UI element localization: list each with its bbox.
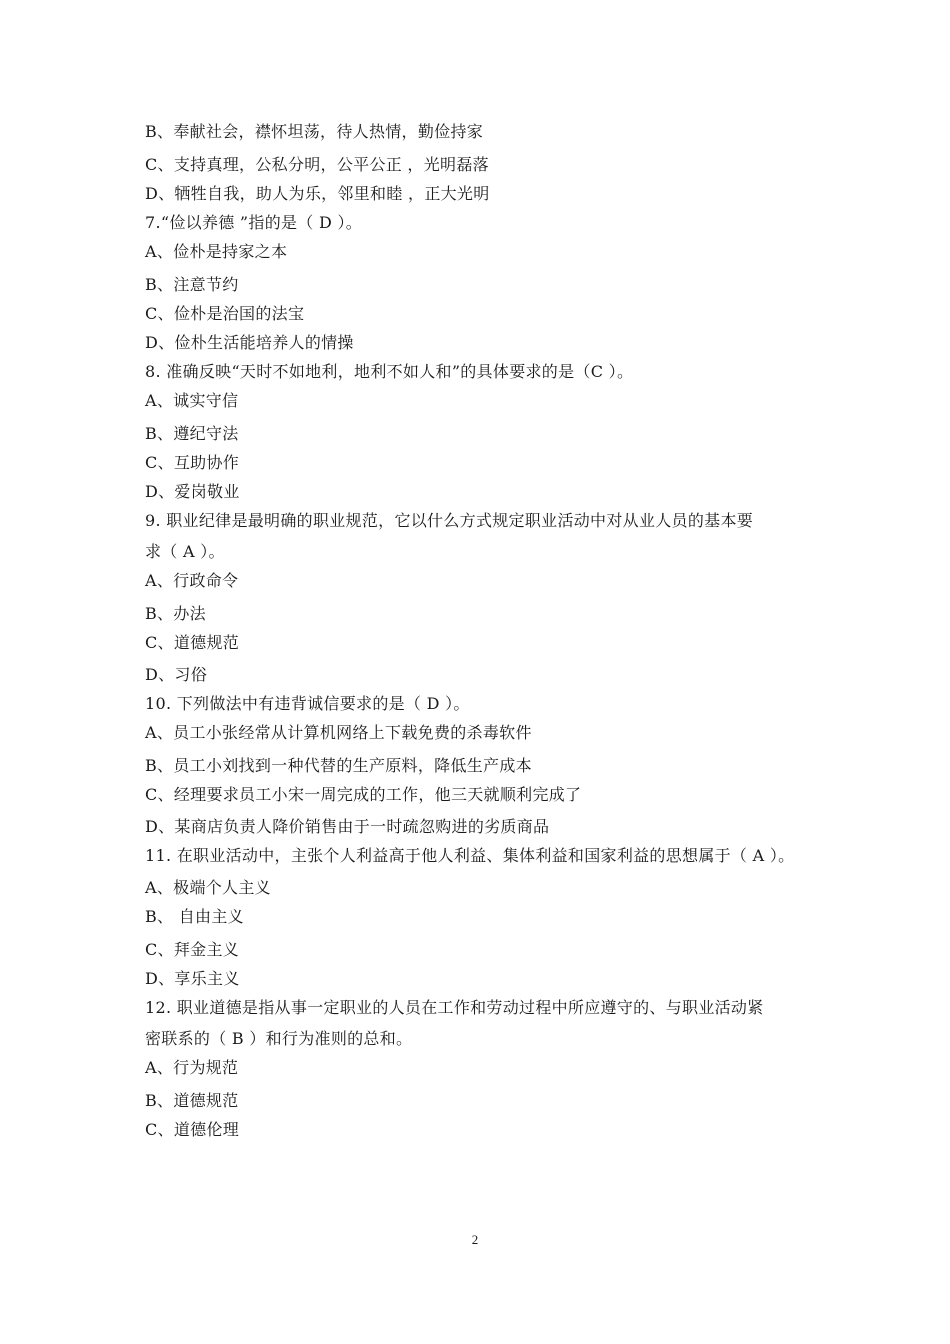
option-8c: C、互助协作 — [145, 453, 240, 472]
option-8d: D、爱岗敬业 — [145, 482, 240, 501]
option-10a: A、员工小张经常从计算机网络上下载免费的杀毒软件 — [145, 723, 532, 742]
question-9-line2: 求（ A ）。 — [145, 542, 225, 561]
question-11: 11. 在职业活动中，主张个人利益高于他人利益、集体利益和国家利益的思想属于（ A ）。 — [145, 846, 795, 865]
option-11a: A、极端个人主义 — [145, 878, 271, 897]
option-12a: A、行为规范 — [145, 1058, 239, 1077]
option-12b: B、道德规范 — [145, 1091, 239, 1110]
option-10b: B、员工小刘找到一种代替的生产原料，降低生产成本 — [145, 756, 532, 775]
option-10d: D、某商店负责人降价销售由于一时疏忽购进的劣质商品 — [145, 817, 550, 836]
option-7d: D、俭朴生活能培养人的情操 — [145, 333, 354, 352]
option-6c: C、支持真理，公私分明，公平公正 ，光明磊落 — [145, 155, 489, 174]
option-9b: B、办法 — [145, 604, 206, 623]
option-10c: C、经理要求员工小宋一周完成的工作，他三天就顺利完成了 — [145, 785, 582, 804]
option-6d: D、牺牲自我，助人为乐，邻里和睦 ，正大光明 — [145, 184, 490, 203]
option-8b: B、遵纪守法 — [145, 424, 239, 443]
question-12-line1: 12. 职业道德是指从事一定职业的人员在工作和劳动过程中所应遵守的、与职业活动紧 — [145, 998, 764, 1017]
option-9c: C、道德规范 — [145, 633, 240, 652]
option-11d: D、享乐主义 — [145, 969, 240, 988]
question-9-line1: 9. 职业纪律是最明确的职业规范，它以什么方式规定职业活动中对从业人员的基本要 — [145, 511, 754, 530]
option-7a: A、俭朴是持家之本 — [145, 242, 288, 261]
question-12-line2: 密联系的（ B ）和行为准则的总和。 — [145, 1029, 413, 1048]
option-11c: C、拜金主义 — [145, 940, 240, 959]
option-9d: D、习俗 — [145, 665, 208, 684]
option-12c: C、道德伦理 — [145, 1120, 240, 1139]
option-7b: B、注意节约 — [145, 275, 239, 294]
question-8: 8. 准确反映“天时不如地利，地利不如人和”的具体要求的是（C ）。 — [145, 362, 634, 381]
option-11b: B、 自由主义 — [145, 907, 244, 926]
option-7c: C、俭朴是治国的法宝 — [145, 304, 305, 323]
option-9a: A、行政命令 — [145, 571, 239, 590]
question-10: 10. 下列做法中有违背诚信要求的是（ D ）。 — [145, 694, 470, 713]
page-number: 2 — [471, 1232, 479, 1247]
option-6b: B、奉献社会，襟怀坦荡，待人热情，勤俭持家 — [145, 122, 484, 141]
option-8a: A、诚实守信 — [145, 391, 239, 410]
question-7: 7.“俭以养德 ”指的是（ D ）。 — [145, 213, 363, 232]
